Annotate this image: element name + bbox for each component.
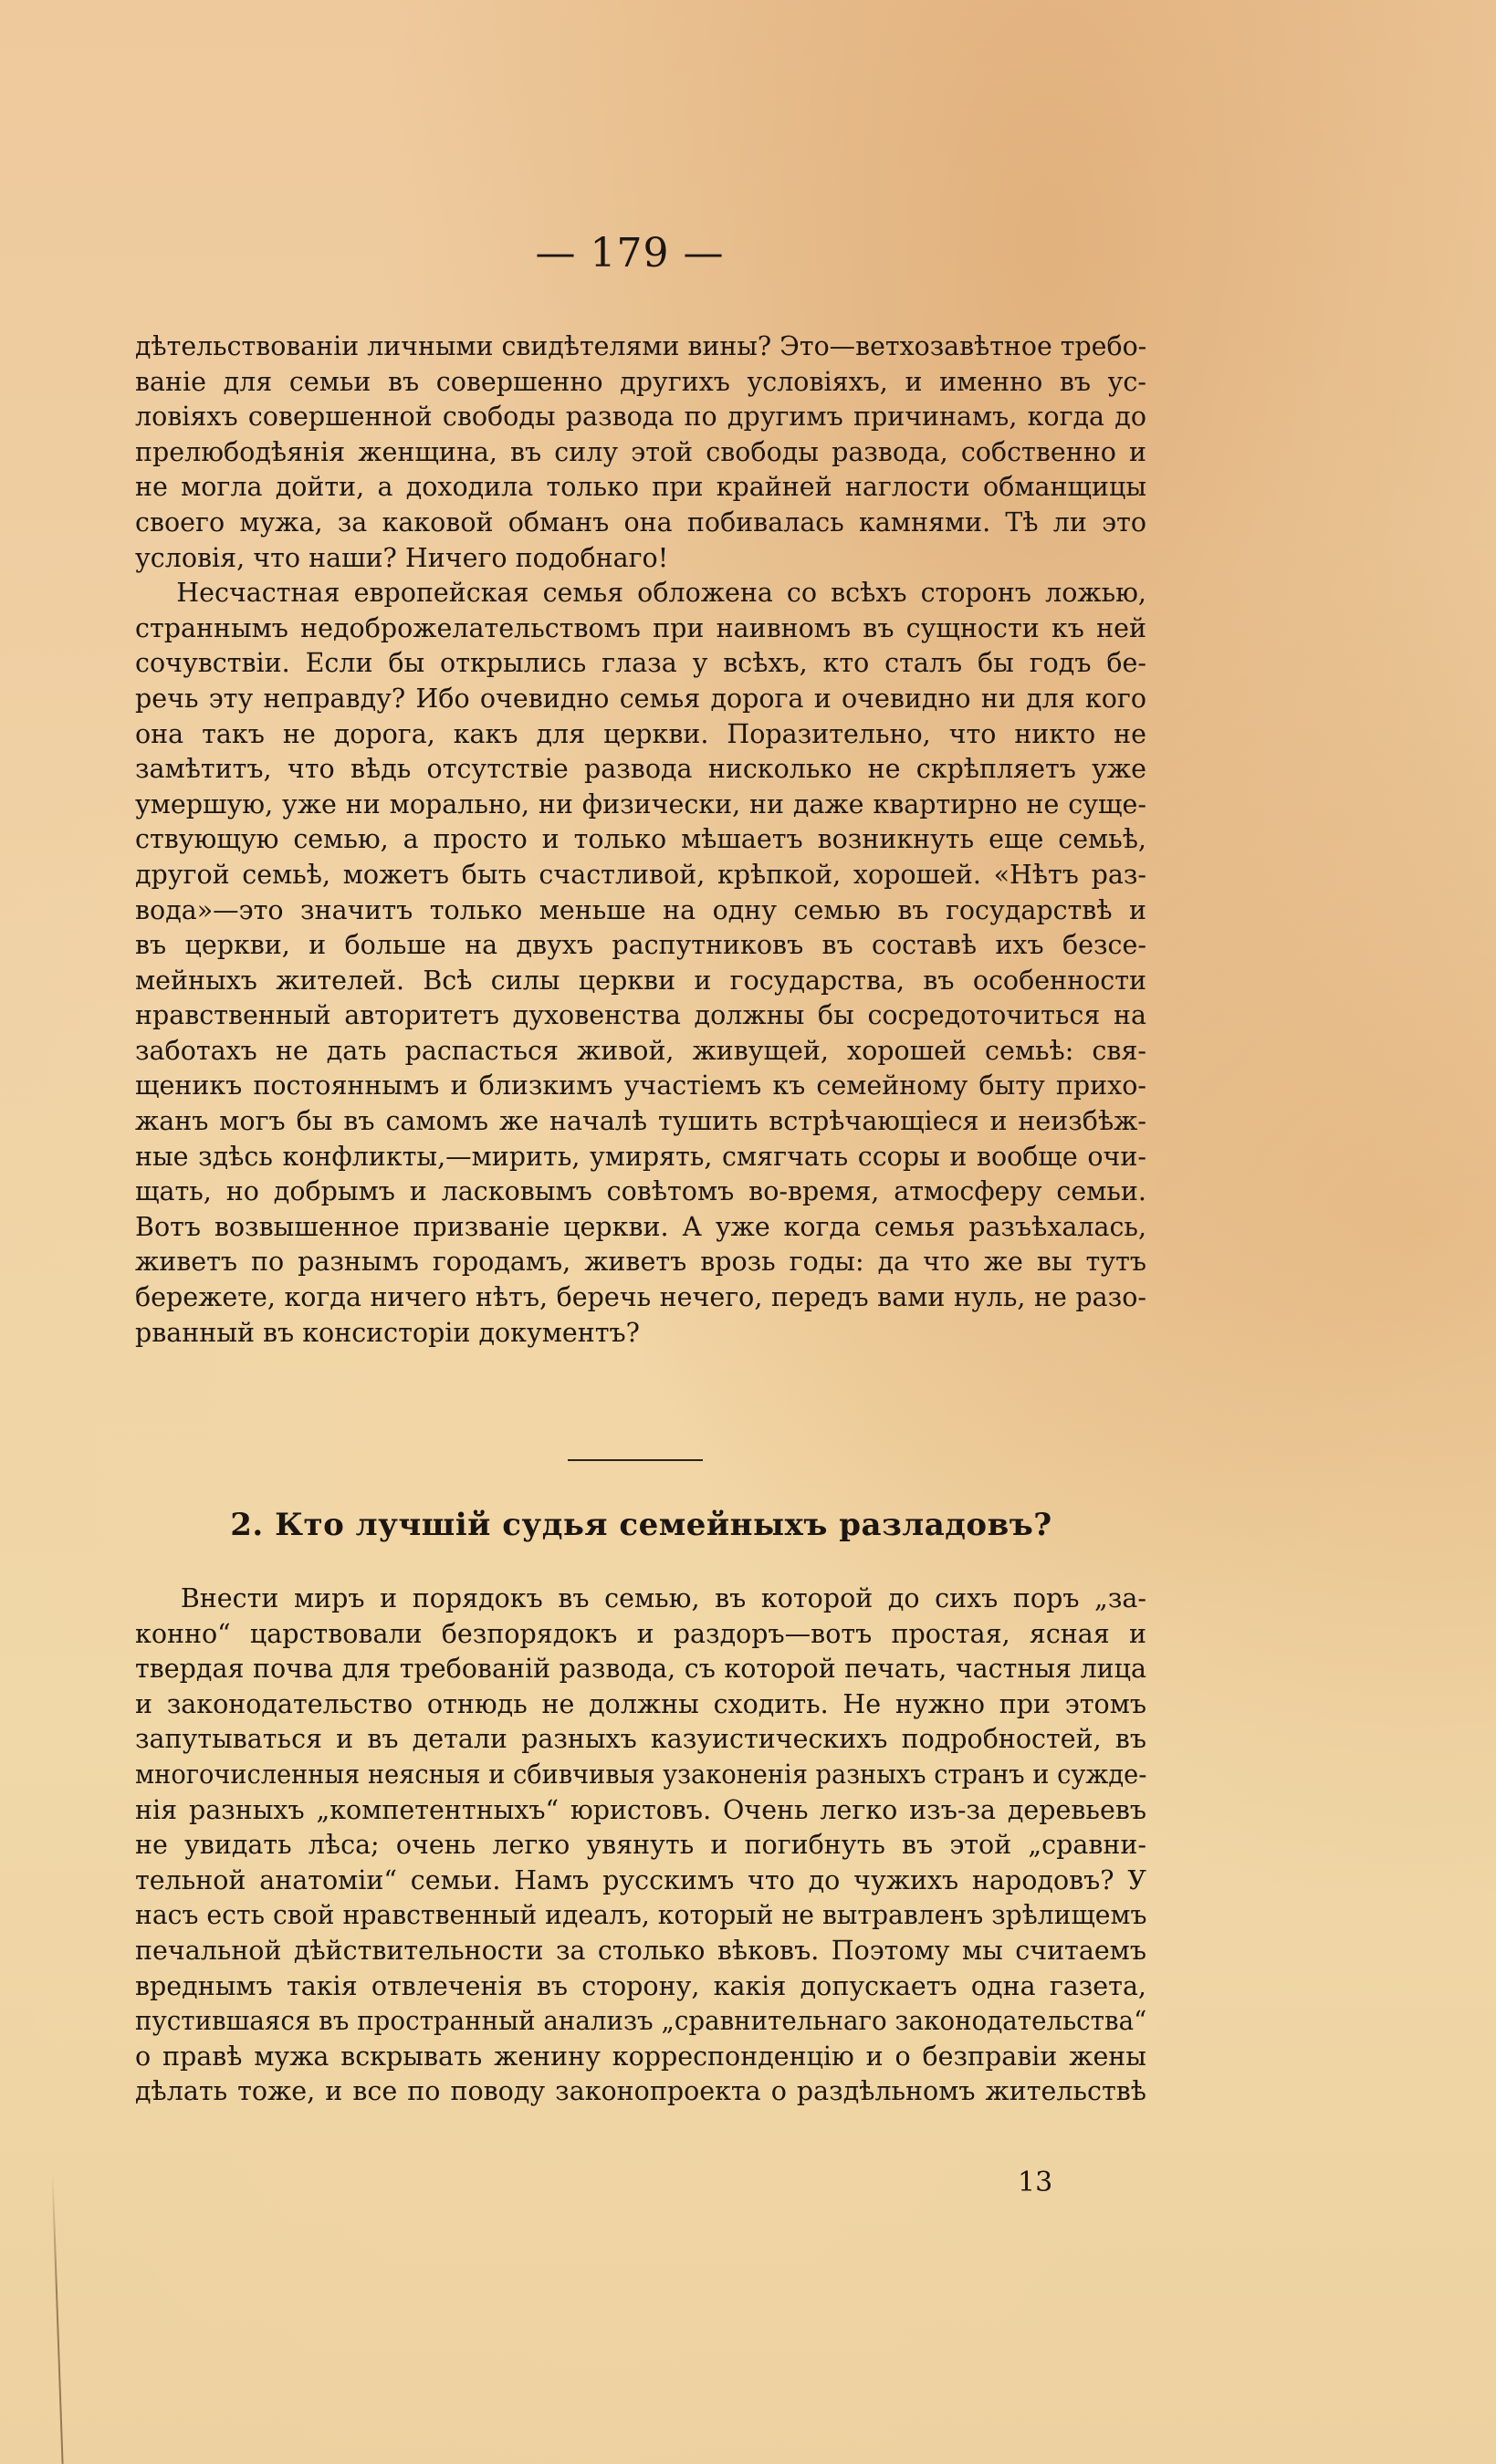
text-line: ваніе для семьи въ совершенно другихъ условіяхъ, и именно въ ус- — [135, 366, 1146, 397]
text-line: страннымъ недоброжелательствомъ при наивномъ въ сущности къ ней — [135, 612, 1146, 643]
text-line: прелюбодѣянія женщина, въ силу этой свободы развода, собственно и — [135, 436, 1146, 467]
text-line: запутываться и въ детали разныхъ казуистическихъ подробностей, въ — [135, 1724, 1146, 1755]
text-line: многочисленныя неясныя и сбивчивыя узаконенія разныхъ странъ и сужде- — [135, 1759, 1147, 1790]
text-line: она такъ не дорога, какъ для церкви. Поразительно, что никто не — [135, 718, 1146, 749]
text-line: Несчастная европейская семья обложена со всѣхъ сторонъ ложью, — [135, 578, 1146, 609]
text-line: щать, но добрымъ и ласковымъ совѣтомъ во-время, атмосферу семьи. — [135, 1176, 1146, 1207]
text-line: бережете, когда ничего нѣтъ, беречь нечего, передъ вами нуль, не разо- — [135, 1282, 1146, 1313]
text-line: щеникъ постояннымъ и близкимъ участіемъ къ семейному быту прихо- — [135, 1070, 1146, 1101]
text-line: ловіяхъ совершенной свободы развода по другимъ причинамъ, когда до — [135, 402, 1146, 433]
text-line: дѣтельствованіи личными свидѣтелями вины? Это—ветхозавѣтное требо- — [135, 331, 1147, 361]
text-line: своего мужа, за каковой обманъ она побивалась камнями. Тѣ ли это — [135, 506, 1146, 538]
text-line: вода»—это значитъ только меньше на одну семью въ государствѣ и — [135, 894, 1146, 925]
text-line: условія, что наши? Ничего подобнаго! — [135, 542, 669, 573]
paragraph-block-bottom — [135, 1582, 1146, 2110]
text-line: Внести миръ и порядокъ въ семью, въ которой до сихъ поръ „за- — [135, 1583, 1146, 1613]
text-line: замѣтитъ, что вѣдь отсутствіе развода нисколько не скрѣпляетъ уже — [135, 754, 1146, 785]
text-line: заботахъ не дать распасться живой, живущей, хорошей семьѣ: свя- — [135, 1035, 1146, 1066]
section-divider — [568, 1459, 703, 1461]
text-line: твердая почва для требованій развода, съ которой печать, частныя лица — [135, 1654, 1146, 1685]
page-edge-shadow — [51, 2172, 63, 2464]
paragraph-block-top — [135, 329, 1146, 1351]
text-line: умершую, уже ни морально, ни физически, ни даже квартирно не суще- — [135, 788, 1146, 820]
text-line: сочувствіи. Если бы открылись глаза у всѣхъ, кто сталъ бы годъ бе- — [135, 648, 1146, 679]
page-number: — 179 — — [535, 230, 725, 277]
text-line: ные здѣсь конфликты,—мирить, умирять, смягчать ссоры и вообще очи- — [135, 1141, 1146, 1172]
text-line: живетъ по разнымъ городамъ, живетъ врозь годы: да что же вы тутъ — [135, 1247, 1146, 1278]
signature-mark: 13 — [1018, 2166, 1053, 2198]
text-line: нія разныхъ „компетентныхъ“ юристовъ. Очень легко изъ-за деревьевъ — [135, 1794, 1146, 1825]
text-line: насъ есть свой нравственный идеалъ, который не вытравленъ зрѣлищемъ — [135, 1900, 1147, 1931]
text-line: тельной анатоміи“ семьи. Намъ русскимъ что до чужихъ народовъ? У — [135, 1864, 1146, 1895]
text-line: вреднымъ такія отвлеченія въ сторону, какія допускаетъ одна газета, — [135, 1970, 1146, 2001]
text-line: конно“ царствовали безпорядокъ и раздоръ—вотъ простая, ясная и — [135, 1618, 1146, 1649]
text-line: нравственный авторитетъ духовенства должны бы сосредоточиться на — [135, 1000, 1146, 1031]
text-line: жанъ могъ бы въ самомъ же началѣ тушить встрѣчающіеся и неизбѣж- — [135, 1106, 1146, 1137]
text-line: другой семьѣ, можетъ быть счастливой, крѣпкой, хорошей. «Нѣтъ раз- — [135, 859, 1146, 890]
text-line: пустившаяся въ пространный анализъ „сравнительнаго законодательства“ — [135, 2006, 1147, 2037]
text-line: не увидать лѣса; очень легко увянуть и погибнуть въ этой „сравни- — [135, 1830, 1146, 1861]
text-line: о правѣ мужа вскрывать женину корреспонденцію и о безправіи жены — [135, 2041, 1146, 2072]
text-line: печальной дѣйствительности за столько вѣковъ. Поэтому мы считаемъ — [135, 1935, 1146, 1966]
text-line: мейныхъ жителей. Всѣ силы церкви и государства, въ особенности — [135, 965, 1146, 996]
text-line: дѣлать тоже, и все по поводу законопроекта о раздѣльномъ жительствѣ — [135, 2076, 1146, 2107]
text-line: рванный въ консисторіи документъ? — [135, 1317, 640, 1348]
text-line: и законодательство отнюдь не должны сходить. Не нужно при этомъ — [135, 1688, 1146, 1719]
text-line: Вотъ возвышенное призваніе церкви. А уже когда семья разъѣхалась, — [135, 1211, 1146, 1242]
text-line: речь эту неправду? Ибо очевидно семья дорога и очевидно ни для кого — [135, 683, 1146, 714]
text-line: въ церкви, и больше на двухъ распутниковъ въ составѣ ихъ безсе- — [135, 930, 1146, 961]
text-line: ствующую семью, а просто и только мѣшаетъ возникнуть еще семьѣ, — [135, 824, 1146, 855]
text-line: не могла дойти, а доходила только при крайней наглости обманщицы — [135, 472, 1146, 503]
section-heading: 2. Кто лучшій судья семейныхъ разладовъ? — [230, 1507, 1052, 1543]
